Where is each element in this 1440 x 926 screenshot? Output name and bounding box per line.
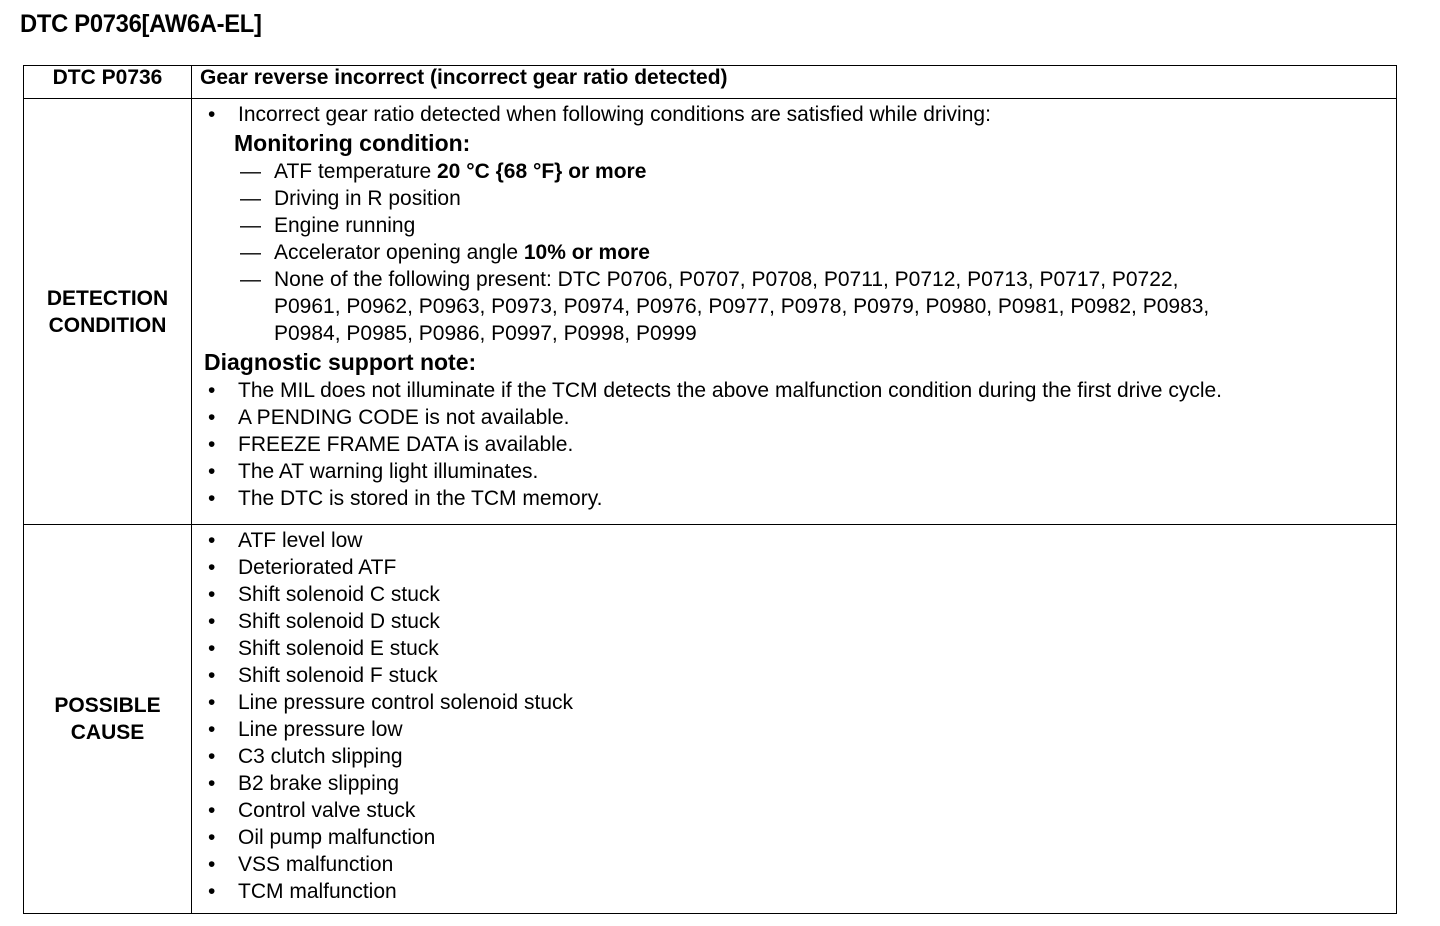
cause-item: • Shift solenoid D stuck	[204, 608, 1396, 635]
cause-item: • B2 brake slipping	[204, 770, 1396, 797]
monitoring-item-none-present	[204, 266, 1396, 347]
atf-threshold: 20 °C {68 °F} or more	[437, 160, 647, 183]
cause-item: • TCM malfunction	[204, 878, 1396, 905]
possible-cause-label	[24, 525, 192, 914]
cause-label-line1: POSSIBLE	[54, 694, 161, 717]
cause-item: • Control valve stuck	[204, 797, 1396, 824]
monitoring-condition-heading: Monitoring condition:	[234, 130, 471, 156]
cause-item: • ATF level low	[204, 527, 1396, 554]
dtc-table	[23, 65, 1397, 914]
none-present-line2: P0961, P0962, P0963, P0973, P0974, P0976, P0977, P0978, P0979, P0980, P0981, P0982, P0983,	[274, 295, 1210, 318]
accel-text: Accelerator opening angle	[274, 241, 524, 264]
cause-label-line2: CAUSE	[70, 721, 145, 744]
dtc-description-cell: Gear reverse incorrect (incorrect gear ratio detected)	[192, 66, 1397, 99]
detection-condition-label	[24, 99, 192, 525]
cause-item: • Shift solenoid F stuck	[204, 662, 1396, 689]
support-note: • The DTC is stored in the TCM memory.	[204, 485, 1396, 512]
possible-cause-list	[192, 525, 1396, 905]
monitoring-item-driving: — Driving in R position	[204, 185, 1396, 212]
detection-condition-content	[192, 99, 1397, 525]
detection-condition-row	[24, 99, 1397, 525]
monitoring-item-accelerator	[204, 239, 1396, 266]
cause-item: • Line pressure low	[204, 716, 1396, 743]
page-title: DTC P0736[AW6A-EL]	[20, 10, 262, 38]
cause-item: • Deteriorated ATF	[204, 554, 1396, 581]
atf-text: ATF temperature	[274, 160, 437, 183]
diagnostic-support-heading: Diagnostic support note:	[204, 349, 477, 375]
cause-item: • VSS malfunction	[204, 851, 1396, 878]
header-row	[24, 66, 1397, 99]
none-present-line1: — None of the following present: DTC P0706, P0707, P0708, P0711, P0712, P0713, P0717, P0722,	[274, 268, 1179, 291]
detection-intro: • Incorrect gear ratio detected when following conditions are satisfied while driving:	[204, 101, 1396, 128]
possible-cause-content	[192, 525, 1397, 914]
none-present-line3: P0984, P0985, P0986, P0997, P0998, P0999	[274, 322, 697, 345]
cause-item: • Shift solenoid E stuck	[204, 635, 1396, 662]
detection-label-line2: CONDITION	[48, 313, 167, 337]
cause-item: • C3 clutch slipping	[204, 743, 1396, 770]
monitoring-item-atf	[204, 158, 1396, 185]
monitoring-item-engine: — Engine running	[204, 212, 1396, 239]
dtc-code-cell: DTC P0736	[24, 66, 192, 99]
support-note: • FREEZE FRAME DATA is available.	[204, 431, 1396, 458]
detection-label-line1: DETECTION	[46, 286, 169, 310]
support-note: • The AT warning light illuminates.	[204, 458, 1396, 485]
support-note: • The MIL does not illuminate if the TCM detects the above malfunction condition during the first drive cycle.	[204, 377, 1396, 404]
accel-threshold: 10% or more	[523, 241, 650, 264]
support-note: • A PENDING CODE is not available.	[204, 404, 1396, 431]
cause-item: • Oil pump malfunction	[204, 824, 1396, 851]
cause-item: • Line pressure control solenoid stuck	[204, 689, 1396, 716]
possible-cause-row	[24, 525, 1397, 914]
cause-item: • Shift solenoid C stuck	[204, 581, 1396, 608]
